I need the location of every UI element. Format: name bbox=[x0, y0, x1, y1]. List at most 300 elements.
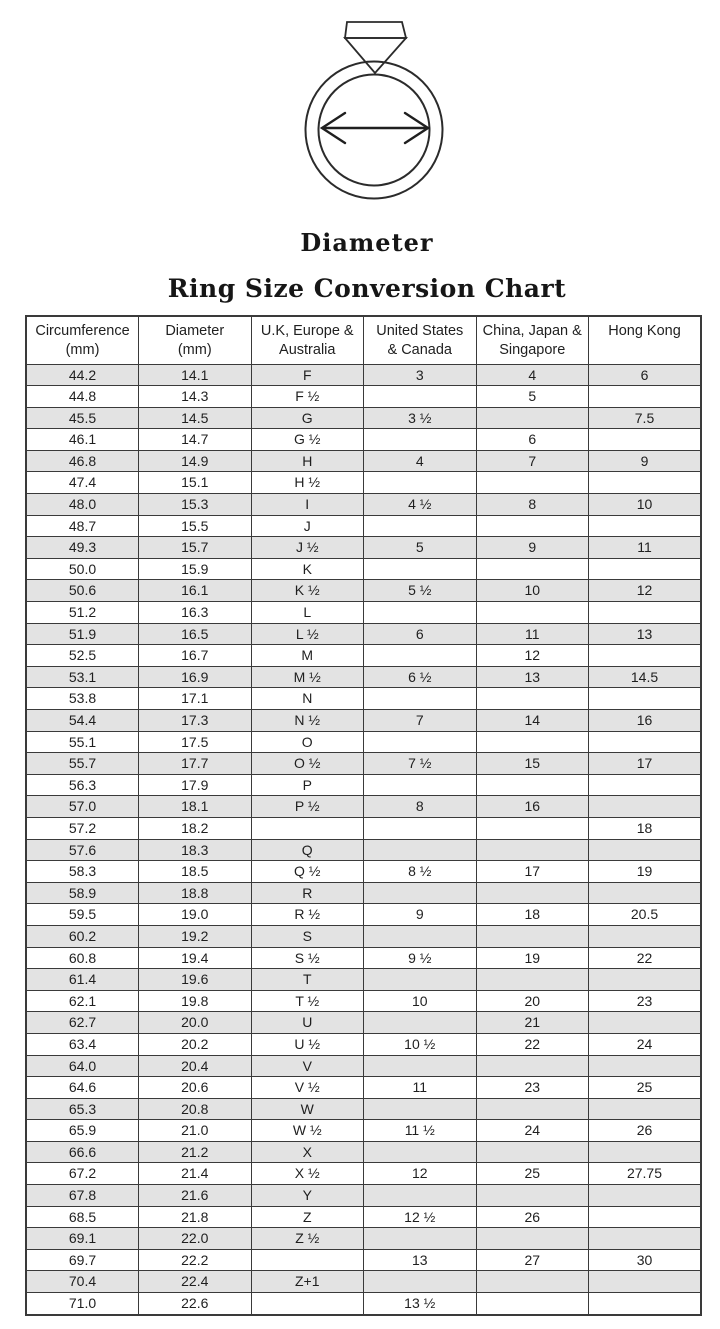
table-cell: 19.0 bbox=[139, 904, 252, 926]
table-cell bbox=[364, 1271, 477, 1293]
header-line: Singapore bbox=[499, 342, 566, 358]
table-cell: 49.3 bbox=[26, 537, 139, 559]
table-cell: 20.5 bbox=[589, 904, 702, 926]
table-cell: Q bbox=[251, 839, 364, 861]
table-cell: 22.4 bbox=[139, 1271, 252, 1293]
table-cell: F ½ bbox=[251, 386, 364, 408]
table-cell: 14.9 bbox=[139, 450, 252, 472]
table-cell bbox=[589, 1293, 702, 1315]
table-cell bbox=[476, 731, 589, 753]
table-row bbox=[26, 1249, 701, 1271]
table-cell: 27.75 bbox=[589, 1163, 702, 1185]
table-cell: 20.0 bbox=[139, 1012, 252, 1034]
table-cell: 20.6 bbox=[139, 1077, 252, 1099]
table-cell: 6 bbox=[476, 429, 589, 451]
table-cell bbox=[589, 1012, 702, 1034]
table-cell: G ½ bbox=[251, 429, 364, 451]
table-cell bbox=[364, 1098, 477, 1120]
table-cell: 50.0 bbox=[26, 558, 139, 580]
table-row bbox=[26, 645, 701, 667]
table-cell: 66.6 bbox=[26, 1141, 139, 1163]
table-cell: 62.1 bbox=[26, 990, 139, 1012]
table-row bbox=[26, 731, 701, 753]
table-row bbox=[26, 1012, 701, 1034]
table-cell bbox=[589, 1185, 702, 1207]
table-row bbox=[26, 947, 701, 969]
table-cell bbox=[589, 882, 702, 904]
table-cell: 19.2 bbox=[139, 925, 252, 947]
table-header bbox=[26, 316, 701, 364]
table-cell bbox=[476, 817, 589, 839]
table-cell: 26 bbox=[589, 1120, 702, 1142]
table-cell: 21.8 bbox=[139, 1206, 252, 1228]
table-cell bbox=[476, 472, 589, 494]
table-cell bbox=[364, 817, 477, 839]
table-cell: 9 bbox=[589, 450, 702, 472]
table-cell: I bbox=[251, 494, 364, 516]
table-cell: 20.4 bbox=[139, 1055, 252, 1077]
table-cell: 52.5 bbox=[26, 645, 139, 667]
table-cell: 50.6 bbox=[26, 580, 139, 602]
table-cell: 9 bbox=[364, 904, 477, 926]
table-cell: X ½ bbox=[251, 1163, 364, 1185]
table-cell: 12 bbox=[364, 1163, 477, 1185]
table-cell: 59.5 bbox=[26, 904, 139, 926]
table-row bbox=[26, 882, 701, 904]
table-cell: 62.7 bbox=[26, 1012, 139, 1034]
table-cell: 13 bbox=[476, 666, 589, 688]
table-cell: 30 bbox=[589, 1249, 702, 1271]
table-cell bbox=[476, 407, 589, 429]
table-cell: 25 bbox=[589, 1077, 702, 1099]
table-cell bbox=[364, 1185, 477, 1207]
table-cell: 11 bbox=[589, 537, 702, 559]
table-cell bbox=[476, 1293, 589, 1315]
table-cell bbox=[589, 429, 702, 451]
table-cell: M bbox=[251, 645, 364, 667]
table-cell: 13 bbox=[589, 623, 702, 645]
table-cell: 15.1 bbox=[139, 472, 252, 494]
ring-figure bbox=[0, 0, 720, 212]
table-cell: 53.8 bbox=[26, 688, 139, 710]
table-cell: 6 ½ bbox=[364, 666, 477, 688]
table-cell bbox=[364, 1012, 477, 1034]
table-cell: 67.8 bbox=[26, 1185, 139, 1207]
table-row bbox=[26, 623, 701, 645]
table-cell: 14.3 bbox=[139, 386, 252, 408]
table-row bbox=[26, 990, 701, 1012]
table-cell bbox=[476, 602, 589, 624]
table-row bbox=[26, 429, 701, 451]
table-cell: 23 bbox=[476, 1077, 589, 1099]
table-cell: 24 bbox=[476, 1120, 589, 1142]
table-row bbox=[26, 1077, 701, 1099]
table-cell: 60.2 bbox=[26, 925, 139, 947]
header-line: Hong Kong bbox=[608, 323, 681, 339]
table-cell bbox=[589, 774, 702, 796]
table-cell: 68.5 bbox=[26, 1206, 139, 1228]
table-cell bbox=[364, 429, 477, 451]
table-cell: L bbox=[251, 602, 364, 624]
table-cell bbox=[589, 839, 702, 861]
column-header-hong-kong bbox=[589, 316, 702, 364]
table-cell: H ½ bbox=[251, 472, 364, 494]
table-cell: V bbox=[251, 1055, 364, 1077]
table-cell bbox=[589, 1271, 702, 1293]
table-cell: 17.1 bbox=[139, 688, 252, 710]
table-row bbox=[26, 1228, 701, 1250]
table-cell: 21 bbox=[476, 1012, 589, 1034]
table-cell: 15.3 bbox=[139, 494, 252, 516]
table-row bbox=[26, 666, 701, 688]
table-cell: 14.7 bbox=[139, 429, 252, 451]
table-cell bbox=[589, 796, 702, 818]
page-title: Ring Size Conversion Chart bbox=[167, 274, 567, 303]
table-cell bbox=[251, 817, 364, 839]
table-row bbox=[26, 796, 701, 818]
header-line: Australia bbox=[279, 342, 336, 358]
table-cell bbox=[476, 688, 589, 710]
table-cell: 6 bbox=[589, 364, 702, 386]
table-row bbox=[26, 925, 701, 947]
table-cell: 18.2 bbox=[139, 817, 252, 839]
table-cell: 8 bbox=[476, 494, 589, 516]
diameter-arrow-icon bbox=[322, 113, 428, 143]
table-cell: 21.6 bbox=[139, 1185, 252, 1207]
table-cell: 12 ½ bbox=[364, 1206, 477, 1228]
table-cell: 25 bbox=[476, 1163, 589, 1185]
table-row bbox=[26, 969, 701, 991]
table-cell: 15 bbox=[476, 753, 589, 775]
table-cell: 9 bbox=[476, 537, 589, 559]
table-cell bbox=[589, 386, 702, 408]
table-cell: 16.3 bbox=[139, 602, 252, 624]
table-row bbox=[26, 1185, 701, 1207]
table-cell bbox=[476, 925, 589, 947]
table-cell: 20.2 bbox=[139, 1033, 252, 1055]
table-cell: 20 bbox=[476, 990, 589, 1012]
table-cell bbox=[476, 839, 589, 861]
table-cell: 27 bbox=[476, 1249, 589, 1271]
table-cell: 19 bbox=[476, 947, 589, 969]
table-row bbox=[26, 558, 701, 580]
table-cell bbox=[476, 1228, 589, 1250]
table-row bbox=[26, 494, 701, 516]
header-line: United States bbox=[376, 323, 464, 339]
table-cell: 65.9 bbox=[26, 1120, 139, 1142]
table-cell: U bbox=[251, 1012, 364, 1034]
table-cell bbox=[364, 602, 477, 624]
table-cell: 12 bbox=[476, 645, 589, 667]
table-cell: 51.2 bbox=[26, 602, 139, 624]
table-cell bbox=[476, 515, 589, 537]
table-cell: 18.3 bbox=[139, 839, 252, 861]
table-cell: H bbox=[251, 450, 364, 472]
table-cell: Q ½ bbox=[251, 861, 364, 883]
table-cell: 23 bbox=[589, 990, 702, 1012]
table-row bbox=[26, 1293, 701, 1315]
table-row bbox=[26, 537, 701, 559]
table-cell: 71.0 bbox=[26, 1293, 139, 1315]
table-cell: 6 bbox=[364, 623, 477, 645]
table-cell: 7 ½ bbox=[364, 753, 477, 775]
table-cell bbox=[476, 558, 589, 580]
header-line: China, Japan & bbox=[482, 323, 582, 339]
table-cell: T bbox=[251, 969, 364, 991]
table-cell: 20.8 bbox=[139, 1098, 252, 1120]
table-cell: Z bbox=[251, 1206, 364, 1228]
table-body bbox=[26, 364, 701, 1315]
table-cell: 18 bbox=[589, 817, 702, 839]
table-cell bbox=[476, 1185, 589, 1207]
table-cell: L ½ bbox=[251, 623, 364, 645]
table-row bbox=[26, 688, 701, 710]
table-cell: 44.2 bbox=[26, 364, 139, 386]
table-cell: 13 bbox=[364, 1249, 477, 1271]
table-cell: 17.5 bbox=[139, 731, 252, 753]
table-cell bbox=[476, 1055, 589, 1077]
table-cell bbox=[589, 1055, 702, 1077]
table-cell: 19.4 bbox=[139, 947, 252, 969]
table-row bbox=[26, 407, 701, 429]
table-cell bbox=[589, 1228, 702, 1250]
table-cell: 7 bbox=[364, 710, 477, 732]
table-cell: 16.9 bbox=[139, 666, 252, 688]
table-cell bbox=[476, 774, 589, 796]
table-cell: R ½ bbox=[251, 904, 364, 926]
table-row bbox=[26, 602, 701, 624]
table-cell: J bbox=[251, 515, 364, 537]
table-cell: S ½ bbox=[251, 947, 364, 969]
table-cell: 65.3 bbox=[26, 1098, 139, 1120]
table-cell: R bbox=[251, 882, 364, 904]
table-cell: 22.6 bbox=[139, 1293, 252, 1315]
table-row bbox=[26, 1120, 701, 1142]
table-cell: 16.5 bbox=[139, 623, 252, 645]
table-cell: 11 bbox=[364, 1077, 477, 1099]
table-cell: 55.1 bbox=[26, 731, 139, 753]
table-cell bbox=[364, 558, 477, 580]
header-line: (mm) bbox=[177, 342, 212, 358]
table-cell bbox=[364, 731, 477, 753]
table-cell: 7.5 bbox=[589, 407, 702, 429]
table-cell: 5 bbox=[364, 537, 477, 559]
table-cell: 16 bbox=[476, 796, 589, 818]
table-cell bbox=[364, 386, 477, 408]
column-header-us-canada bbox=[364, 316, 477, 364]
table-row bbox=[26, 774, 701, 796]
table-row bbox=[26, 1141, 701, 1163]
table-cell: 45.5 bbox=[26, 407, 139, 429]
table-row bbox=[26, 515, 701, 537]
table-cell bbox=[364, 1228, 477, 1250]
table-cell: N bbox=[251, 688, 364, 710]
table-cell: N ½ bbox=[251, 710, 364, 732]
table-row bbox=[26, 364, 701, 386]
table-cell: M ½ bbox=[251, 666, 364, 688]
table-cell: 5 bbox=[476, 386, 589, 408]
table-cell: 60.8 bbox=[26, 947, 139, 969]
table-cell: 11 ½ bbox=[364, 1120, 477, 1142]
table-row bbox=[26, 1098, 701, 1120]
table-cell bbox=[589, 515, 702, 537]
table-cell bbox=[364, 925, 477, 947]
table-cell: 58.3 bbox=[26, 861, 139, 883]
table-cell bbox=[589, 472, 702, 494]
table-cell: 15.7 bbox=[139, 537, 252, 559]
table-cell: 7 bbox=[476, 450, 589, 472]
table-cell: 18 bbox=[476, 904, 589, 926]
table-row bbox=[26, 1206, 701, 1228]
table-cell: G bbox=[251, 407, 364, 429]
table-cell bbox=[589, 1141, 702, 1163]
table-cell bbox=[589, 602, 702, 624]
table-cell bbox=[476, 1271, 589, 1293]
table-cell: 17.7 bbox=[139, 753, 252, 775]
table-cell: 69.7 bbox=[26, 1249, 139, 1271]
table-cell bbox=[476, 969, 589, 991]
table-cell: 14 bbox=[476, 710, 589, 732]
column-header-diameter bbox=[139, 316, 252, 364]
table-cell: 21.2 bbox=[139, 1141, 252, 1163]
table-cell: 63.4 bbox=[26, 1033, 139, 1055]
table-cell: 5 ½ bbox=[364, 580, 477, 602]
table-cell: 10 ½ bbox=[364, 1033, 477, 1055]
table-cell: 18.1 bbox=[139, 796, 252, 818]
table-cell: O ½ bbox=[251, 753, 364, 775]
column-header-circumference bbox=[26, 316, 139, 364]
table-cell bbox=[364, 839, 477, 861]
table-cell: 58.9 bbox=[26, 882, 139, 904]
table-cell: Y bbox=[251, 1185, 364, 1207]
table-cell: 22 bbox=[476, 1033, 589, 1055]
table-cell bbox=[251, 1249, 364, 1271]
table-cell: Z ½ bbox=[251, 1228, 364, 1250]
table-cell: 3 ½ bbox=[364, 407, 477, 429]
table-cell: 15.9 bbox=[139, 558, 252, 580]
table-cell bbox=[589, 731, 702, 753]
table-cell bbox=[364, 645, 477, 667]
table-row bbox=[26, 1163, 701, 1185]
table-cell: 13 ½ bbox=[364, 1293, 477, 1315]
table-cell: 8 ½ bbox=[364, 861, 477, 883]
table-cell bbox=[364, 882, 477, 904]
table-cell: U ½ bbox=[251, 1033, 364, 1055]
table-row bbox=[26, 817, 701, 839]
table-cell bbox=[476, 882, 589, 904]
table-cell bbox=[589, 688, 702, 710]
table-cell: F bbox=[251, 364, 364, 386]
table-cell: 57.0 bbox=[26, 796, 139, 818]
table-cell: 61.4 bbox=[26, 969, 139, 991]
table-cell: 16.1 bbox=[139, 580, 252, 602]
table-row bbox=[26, 839, 701, 861]
table-cell: 22 bbox=[589, 947, 702, 969]
table-cell: 17.9 bbox=[139, 774, 252, 796]
table-cell: T ½ bbox=[251, 990, 364, 1012]
table-cell bbox=[364, 1141, 477, 1163]
table-cell: 10 bbox=[476, 580, 589, 602]
table-row bbox=[26, 861, 701, 883]
diameter-caption: Diameter bbox=[300, 228, 434, 257]
table-cell: 44.8 bbox=[26, 386, 139, 408]
ring-diameter-illustration bbox=[0, 0, 720, 212]
table-cell: 14.1 bbox=[139, 364, 252, 386]
table-cell: 16.7 bbox=[139, 645, 252, 667]
table-cell: P bbox=[251, 774, 364, 796]
table-cell: 10 bbox=[364, 990, 477, 1012]
table-cell: 14.5 bbox=[589, 666, 702, 688]
table-cell: 46.1 bbox=[26, 429, 139, 451]
table-cell: 19.6 bbox=[139, 969, 252, 991]
table-cell bbox=[589, 925, 702, 947]
table-cell: 9 ½ bbox=[364, 947, 477, 969]
table-cell: 48.0 bbox=[26, 494, 139, 516]
table-cell: K bbox=[251, 558, 364, 580]
table-cell bbox=[364, 472, 477, 494]
table-cell: 64.6 bbox=[26, 1077, 139, 1099]
table-cell: 24 bbox=[589, 1033, 702, 1055]
table-cell bbox=[589, 969, 702, 991]
table-cell bbox=[364, 688, 477, 710]
header-line: (mm) bbox=[65, 342, 100, 358]
table-cell: 48.7 bbox=[26, 515, 139, 537]
column-header-china-japan-singapore bbox=[476, 316, 589, 364]
table-cell: 12 bbox=[589, 580, 702, 602]
table-cell: 14.5 bbox=[139, 407, 252, 429]
table-cell: 3 bbox=[364, 364, 477, 386]
table-cell bbox=[364, 515, 477, 537]
table-cell: 11 bbox=[476, 623, 589, 645]
table-row bbox=[26, 450, 701, 472]
table-cell: O bbox=[251, 731, 364, 753]
table-cell: 53.1 bbox=[26, 666, 139, 688]
table-cell: 57.6 bbox=[26, 839, 139, 861]
table-cell: 4 bbox=[364, 450, 477, 472]
table-cell: 70.4 bbox=[26, 1271, 139, 1293]
ring-size-table bbox=[25, 315, 702, 1316]
table-cell: P ½ bbox=[251, 796, 364, 818]
header-row bbox=[26, 316, 701, 364]
column-header-uk-europe-australia bbox=[251, 316, 364, 364]
table-cell: 17 bbox=[476, 861, 589, 883]
table-cell: 17 bbox=[589, 753, 702, 775]
table-row bbox=[26, 1033, 701, 1055]
table-cell: 56.3 bbox=[26, 774, 139, 796]
table-row bbox=[26, 472, 701, 494]
header-line: Circumference bbox=[35, 323, 130, 339]
table-cell: K ½ bbox=[251, 580, 364, 602]
table-cell bbox=[589, 558, 702, 580]
table-cell: 21.0 bbox=[139, 1120, 252, 1142]
table-cell: 26 bbox=[476, 1206, 589, 1228]
header-line: Diameter bbox=[165, 323, 225, 339]
table-cell: 64.0 bbox=[26, 1055, 139, 1077]
table-row bbox=[26, 386, 701, 408]
table-cell: 19 bbox=[589, 861, 702, 883]
table-cell: 57.2 bbox=[26, 817, 139, 839]
table-cell bbox=[251, 1293, 364, 1315]
table-cell: 54.4 bbox=[26, 710, 139, 732]
table-row bbox=[26, 580, 701, 602]
table-cell bbox=[476, 1141, 589, 1163]
table-cell: 17.3 bbox=[139, 710, 252, 732]
table-cell: J ½ bbox=[251, 537, 364, 559]
table-cell bbox=[364, 1055, 477, 1077]
table-cell bbox=[364, 969, 477, 991]
table-row bbox=[26, 753, 701, 775]
table-cell: 16 bbox=[589, 710, 702, 732]
